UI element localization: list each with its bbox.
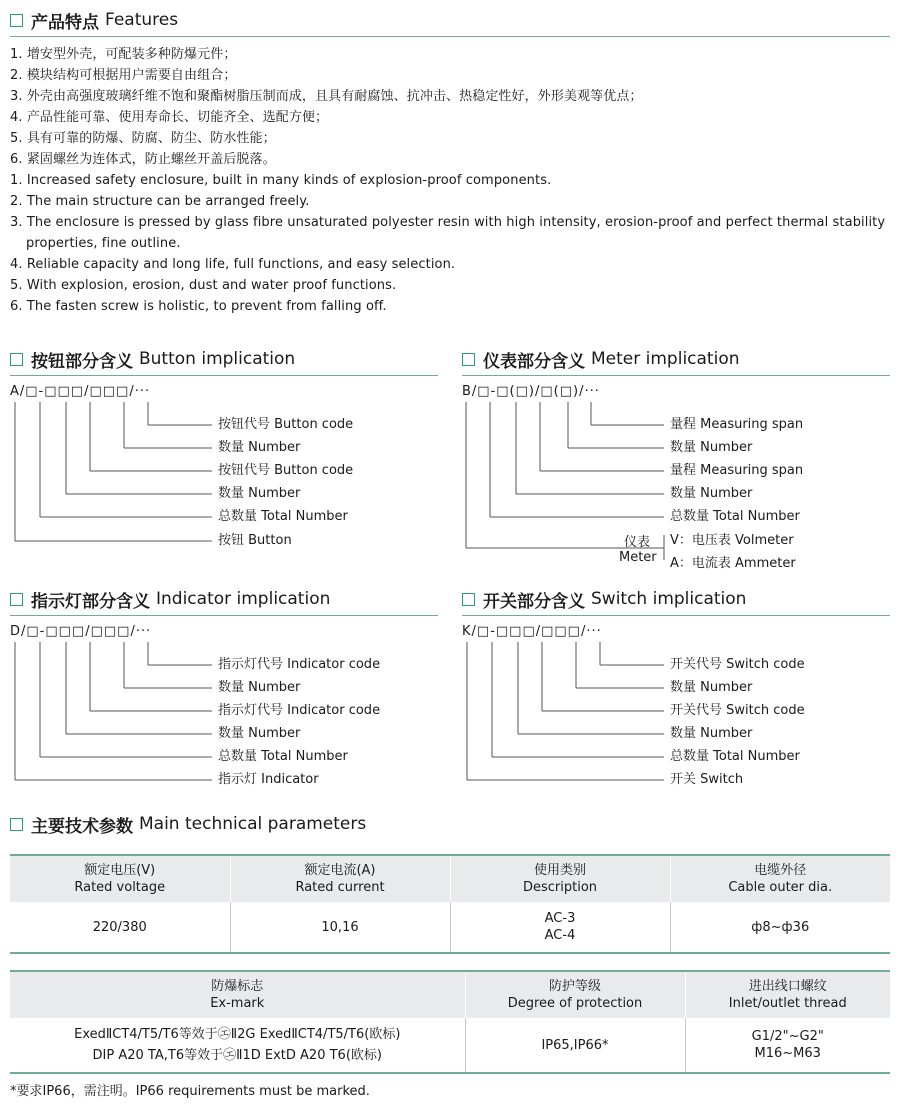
code-label: 数量 Number [670, 440, 753, 455]
code-label: 数量 Number [218, 726, 301, 741]
table-header: 进出线口螺纹 Inlet/outlet thread [685, 971, 890, 1018]
table-cell: G1/2"~G2" M16~M63 [751, 1029, 824, 1061]
button-code-pattern: A/□-□□□/□□□/··· [10, 384, 151, 399]
feature-item: 4. Reliable capacity and long life, full functions, and easy selection. [10, 257, 456, 272]
indicator-implication-heading: 指示灯部分含义 Indicator implication [10, 587, 330, 611]
code-label: 量程 Measuring span [670, 417, 804, 432]
code-label: 按钮 Button [218, 533, 292, 548]
table-cell: ф8~ф36 [751, 919, 810, 935]
table-cell: 10,16 [230, 902, 450, 953]
code-label: 数量 Number [670, 486, 753, 501]
parameters-heading: 主要技术参数 Main technical parameters [10, 812, 366, 836]
feature-item: 6. 紧固螺丝为连体式，防止螺丝开盖后脱落。 [10, 152, 276, 167]
footnote: *要求IP66，需注明。IP66 requirements must be marked. [10, 1084, 370, 1099]
meter-type-label-cn: 仪表 [624, 535, 651, 550]
feature-item: 1. Increased safety enclosure, built in many kinds of explosion-proof components. [10, 173, 552, 188]
feature-item: 2. 模块结构可根据用户需要自由组合； [10, 68, 237, 83]
meter-code-pattern: B/□-□(□)/□(□)/··· [462, 384, 600, 399]
features-heading: 产品特点 Features [10, 8, 178, 32]
code-label: 总数量 Total Number [218, 749, 348, 764]
switch-code-pattern: K/□-□□□/□□□/··· [462, 624, 602, 639]
feature-item: 4. 产品性能可靠、使用寿命长、切能齐全、选配方便； [10, 110, 329, 125]
code-label: 数量 Number [218, 680, 301, 695]
code-label: 开关代号 Switch code [670, 703, 805, 718]
table-row [10, 1018, 890, 1073]
code-label: 指示灯 Indicator [218, 772, 319, 787]
code-label: 指示灯代号 Indicator code [218, 703, 381, 718]
parameters-table-1 [10, 854, 890, 954]
feature-item: 5. 具有可靠的防爆、防腐、防尘、防水性能； [10, 131, 276, 146]
code-label: 数量 Number [670, 680, 753, 695]
table-header: 使用类别 Description [450, 855, 670, 902]
feature-item: 1. 增安型外壳，可配装多种防爆元件； [10, 47, 237, 62]
feature-item: 3. 外壳由高强度玻璃纤维不饱和聚酯树脂压制而成，且具有耐腐蚀、抗冲击、热稳定性好，外形美观等优点； [10, 89, 643, 104]
table-cell: 220/380 [10, 902, 230, 953]
code-label: 数量 Number [218, 440, 301, 455]
table-header: 额定电压(V) Rated voltage [10, 855, 230, 902]
code-label: 数量 Number [670, 726, 753, 741]
code-label: 量程 Measuring span [670, 463, 804, 478]
table-cell: IP65,IP66* [465, 1018, 685, 1073]
parameters-table-2 [10, 970, 890, 1074]
code-label: 按钮代号 Button code [218, 417, 354, 432]
meter-implication-heading: 仪表部分含义 Meter implication [462, 347, 740, 371]
table-header: 防护等级 Degree of protection [465, 971, 685, 1018]
code-label: 按钮代号 Button code [218, 463, 354, 478]
feature-item: 5. With explosion, erosion, dust and water proof functions. [10, 278, 397, 293]
ammeter-label: A：电流表 Ammeter [670, 556, 796, 571]
table-header: 电缆外径 Cable outer dia. [670, 855, 890, 902]
switch-implication-heading: 开关部分含义 Switch implication [462, 587, 746, 611]
button-implication-heading: 按钮部分含义 Button implication [10, 347, 295, 371]
indicator-code-pattern: D/□-□□□/□□□/··· [10, 624, 152, 639]
table-row [10, 902, 890, 953]
feature-item: 3. The enclosure is pressed by glass fibre unsaturated polyester resin with high intensity, erosion-proof and perfect thermal stability [10, 215, 886, 230]
table-header: 额定电流(A) Rated current [230, 855, 450, 902]
code-label: 指示灯代号 Indicator code [218, 657, 381, 672]
code-label: 开关 Switch [670, 772, 744, 787]
voltmeter-label: V：电压表 Volmeter [670, 533, 794, 548]
feature-item: 6. The fasten screw is holistic, to prevent from falling off. [10, 299, 387, 314]
table-cell: ExedⅡCT4/T5/T6等效于㋓Ⅱ2G ExedⅡCT4/T5/T6(欧标) DIP A20 TA,T6等效于㋓Ⅱ1D ExtD A20 T6(欧标) [10, 1018, 465, 1073]
feature-item: 2. The main structure can be arranged freely. [10, 194, 310, 209]
feature-item: properties, fine outline. [26, 236, 181, 251]
code-label: 总数量 Total Number [218, 509, 348, 524]
code-label: 总数量 Total Number [670, 749, 800, 764]
code-label: 开关代号 Switch code [670, 657, 805, 672]
meter-type-label-en: Meter [619, 550, 657, 565]
code-label: 数量 Number [218, 486, 301, 501]
table-cell: AC-3 AC-4 [450, 902, 670, 953]
code-label: 总数量 Total Number [670, 509, 800, 524]
checkbox-square-icon [10, 818, 23, 831]
table-header-row [10, 855, 890, 902]
table-header: 防爆标志 Ex-mark [10, 971, 465, 1018]
table-header-row [10, 971, 890, 1018]
